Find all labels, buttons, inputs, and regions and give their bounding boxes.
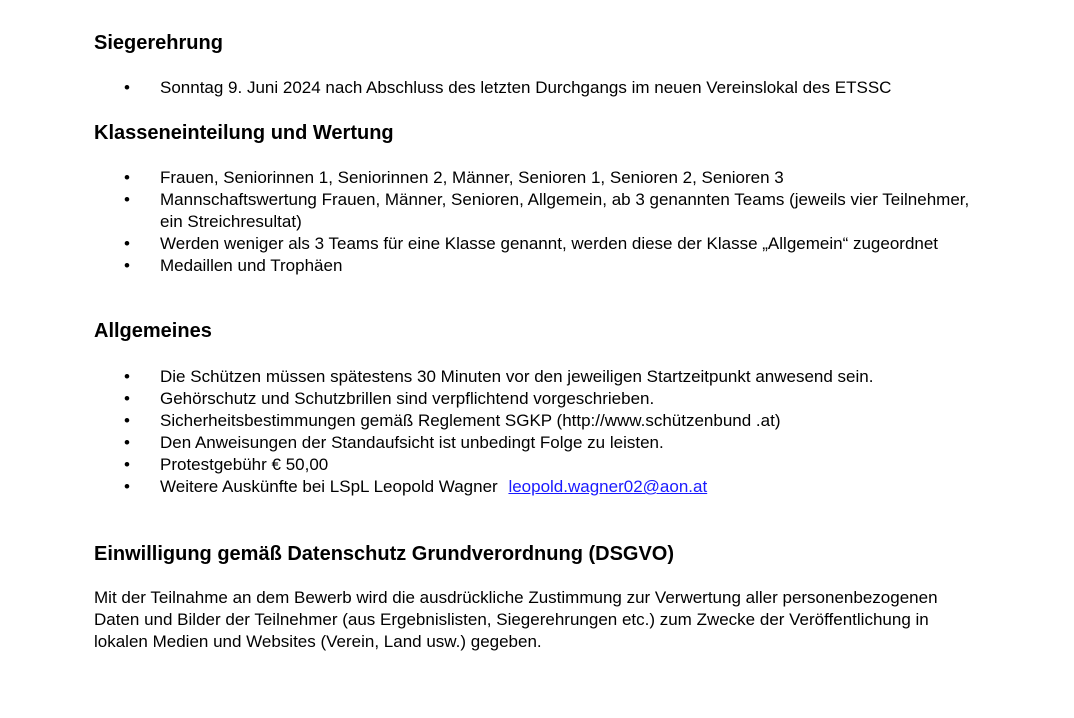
list-item <box>94 366 994 388</box>
list-allgemeines <box>94 366 994 498</box>
list-klasseneinteilung <box>94 167 994 277</box>
email-link[interactable]: leopold.wagner02@aon.at <box>508 477 708 496</box>
list-item-text: Sicherheitsbestimmungen gemäß Reglement SGKP (http://www.schützenbund .at) <box>160 411 781 430</box>
bullet-icon: • <box>124 168 130 187</box>
bullet-icon: • <box>124 190 130 209</box>
bullet-icon: • <box>124 455 130 474</box>
list-item <box>94 77 994 99</box>
list-item-text: Mannschaftswertung Frauen, Männer, Senioren, Allgemein, ab 3 genannten Teams (jeweils vier Teilnehmer, ein Streichresultat) <box>160 190 970 231</box>
list-item-text: Sonntag 9. Juni 2024 nach Abschluss des letzten Durchgangs im neuen Vereinslokal des ETSSC <box>160 78 892 97</box>
bullet-icon: • <box>124 256 130 275</box>
bullet-icon: • <box>124 389 130 408</box>
list-item-text: Die Schützen müssen spätestens 30 Minuten vor den jeweiligen Startzeitpunkt anwesend sein. <box>160 367 874 386</box>
list-item <box>94 255 994 277</box>
list-item <box>94 233 994 255</box>
list-item-text: Gehörschutz und Schutzbrillen sind verpflichtend vorgeschrieben. <box>160 389 655 408</box>
heading-siegerehrung: Siegerehrung <box>94 32 223 54</box>
heading-allgemeines: Allgemeines <box>94 320 212 342</box>
list-item-text: Protestgebühr € 50,00 <box>160 455 329 474</box>
list-item <box>94 410 994 432</box>
list-siegerehrung <box>94 77 994 99</box>
heading-klasseneinteilung: Klasseneinteilung und Wertung <box>94 122 394 144</box>
list-item <box>94 189 994 233</box>
list-item <box>94 476 994 498</box>
bullet-icon: • <box>124 433 130 452</box>
list-item-text: Frauen, Seniorinnen 1, Seniorinnen 2, Männer, Senioren 1, Senioren 2, Senioren 3 <box>160 168 784 187</box>
bullet-icon: • <box>124 78 130 97</box>
list-item-text: Medaillen und Trophäen <box>160 256 343 275</box>
list-item <box>94 454 994 476</box>
bullet-icon: • <box>124 234 130 253</box>
dsgvo-paragraph: Mit der Teilnahme an dem Bewerb wird die ausdrückliche Zustimmung zur Verwertung aller personenbezogenen Daten und Bilder der Teilnehmer (aus Ergebnislisten, Siegerehrungen etc.) zum Zwecke der Veröffentlichung in lokalen Medien und Websites (Verein, Land usw.) gegeben. <box>94 588 938 651</box>
list-item-text: Weitere Auskünfte bei LSpL Leopold Wagner <box>160 477 498 496</box>
list-item-text: Werden weniger als 3 Teams für eine Klasse genannt, werden diese der Klasse „Allgemein“ zugeordnet <box>160 234 939 253</box>
list-item <box>94 167 994 189</box>
heading-dsgvo: Einwilligung gemäß Datenschutz Grundverordnung (DSGVO) <box>94 543 675 565</box>
list-item <box>94 432 994 454</box>
list-item-text: Den Anweisungen der Standaufsicht ist unbedingt Folge zu leisten. <box>160 433 664 452</box>
bullet-icon: • <box>124 411 130 430</box>
bullet-icon: • <box>124 477 130 496</box>
list-item <box>94 388 994 410</box>
bullet-icon: • <box>124 367 130 386</box>
